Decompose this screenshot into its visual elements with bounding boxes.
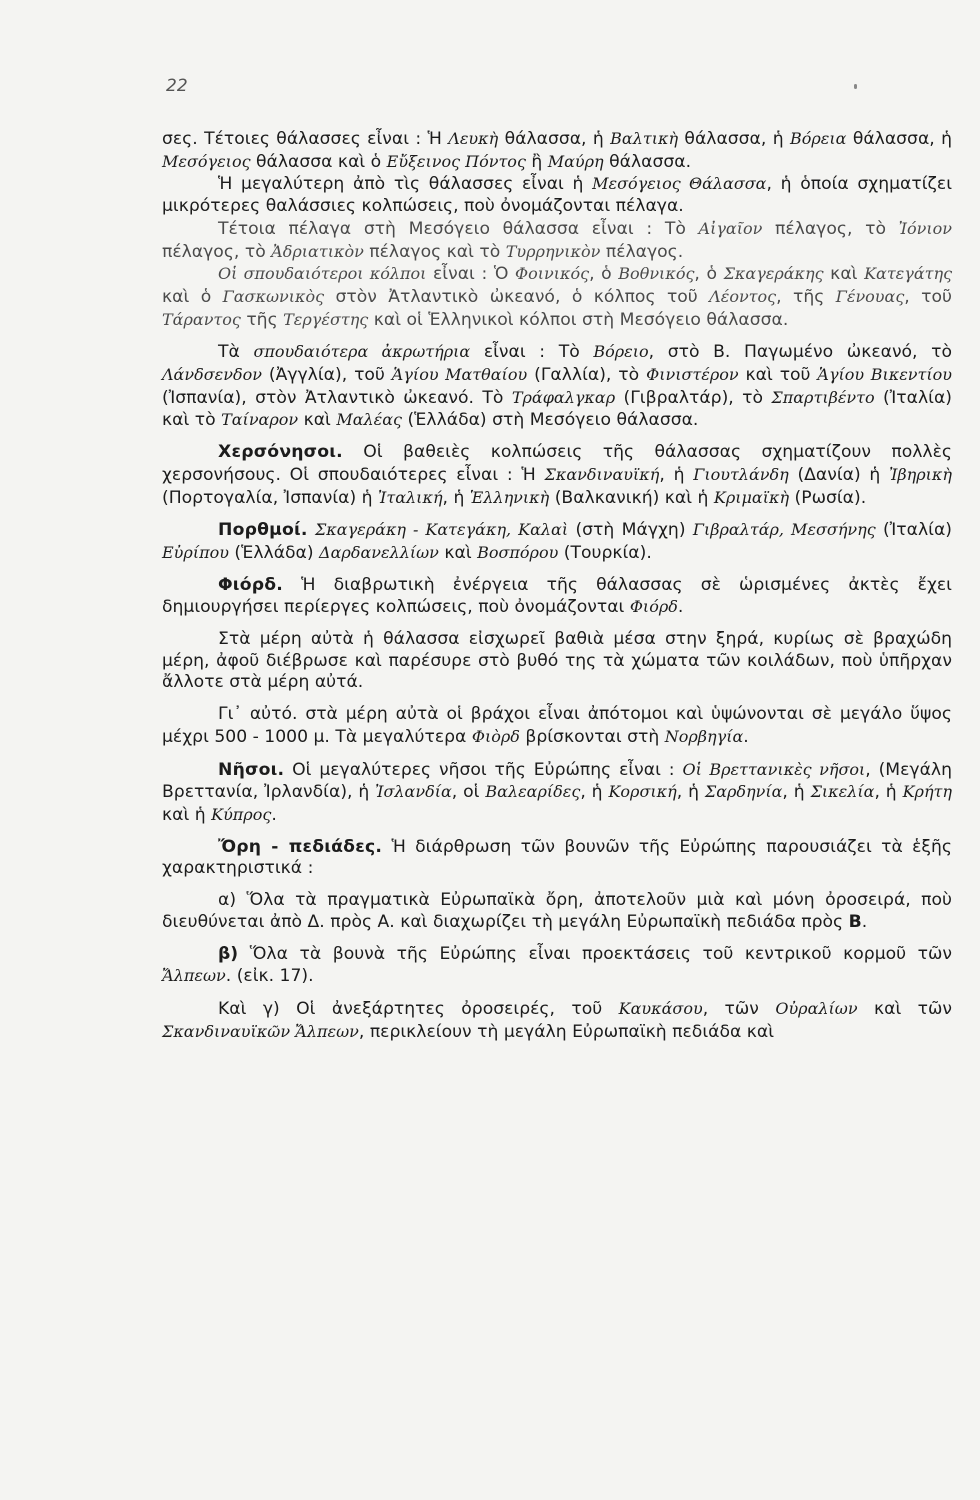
paragraph-seas-examples: σες. Τέτοιες θάλασσες εἶναι : Ἡ Λευκὴ θάλασσα, ἡ Βαλτικὴ θάλασσα, ἡ Βόρεια θάλασσα, ἡ Μεσόγειος θάλασσα καὶ ὁ Εὔξεινος Πόντος ἢ Μαύρη θάλασσα. (162, 129, 953, 172)
heading-islands: Νῆσοι. (218, 759, 285, 780)
paragraph-point-c: Καὶ γ) Οἱ ἀνεξάρτητες ὀροσειρές, τοῦ Καυκάσου, τῶν Οὐραλίων καὶ τῶν Σκανδιναυϊκῶν Ἄλπεων, περικλείουν τὴ μεγάλη Εὐρωπαϊκὴ πεδιάδα καὶ (162, 998, 953, 1042)
paragraph-gulfs: Οἱ σπουδαιότεροι κόλποι εἶναι : Ὁ Φοινικός, ὁ Βοθνικός, ὁ Σκαγεράκης καὶ Κατεγάτης καὶ ὁ Γασκωνικὸς στὸν Ἀτλαντικὸ ὠκεανό, ὁ κόλπος τοῦ Λέοντος, τῆς Γένουας, τοῦ Τάραντος τῆς Τεργέστης καὶ οἱ Ἑλληνικοὶ κόλποι στὴ Μεσόγειο θάλασσα. (162, 264, 953, 330)
page-number: 22 (166, 76, 188, 96)
paragraph-point-b: β) Ὅλα τὰ βουνὰ τῆς Εὐρώπης εἶναι προεκτάσεις τοῦ κεντρικοῦ κορμοῦ τῶν Ἄλπεων. (εἰκ. 17). (162, 943, 952, 987)
ink-spot (854, 84, 857, 89)
heading-fjords: Φιόρδ. (218, 574, 283, 595)
paragraph-peninsulas: Χερσόνησοι. Οἱ βαθειὲς κολπώσεις τῆς θάλασσας σχηματίζουν πολλὲς χερσονήσους. Οἱ σπουδαιότερες εἶναι : Ἡ Σκανδιναυϊκή, ἡ Γιουτλάνδη (Δανία) ἡ Ἰβηρικὴ (Πορτογαλία, Ἰσπανία) ἡ Ἰταλική, ἡ Ἑλληνικὴ (Βαλκανική) καὶ ἡ Κριμαϊκὴ (Ρωσία). (162, 442, 952, 508)
paragraph-islands: Νῆσοι. Οἱ μεγαλύτερες νῆσοι τῆς Εὐρώπης εἶναι : Οἱ Βρεττανικὲς νῆσοι, (Μεγάλη Βρεττανία, Ἰρλανδία), ἡ Ἰσλανδία, οἱ Βαλεαρίδες, ἡ Κορσική, ἡ Σαρδηνία, ἡ Σικελία, ἡ Κρήτη καὶ ἡ Κύπρος. (162, 759, 952, 825)
paragraph-mediterranean: Ἡ μεγαλύτερη ἀπὸ τὶς θάλασσες εἶναι ἡ Μεσόγειος Θάλασσα, ἡ ὁποία σχηματίζει μικρότερες θαλάσσιες κολπώσεις, ποὺ ὀνομάζονται πέλαγα. (162, 174, 953, 217)
paragraph-straits: Πορθμοί. Σκαγεράκη - Κατεγάκη, Καλαὶ (στὴ Μάγχη) Γιβραλτάρ, Μεσσήνης (Ἰταλία) Εὐρίπου (Ἑλλάδα) Δαρδανελλίων καὶ Βοσπόρου (Τουρκία). (162, 520, 952, 563)
paragraph-mountains-plains: Ὄρη - πεδιάδες. Ἡ διάρθρωση τῶν βουνῶν τῆς Εὐρώπης παρουσιάζει τὰ ἑξῆς χαρακτηριστικά : (162, 836, 952, 879)
paragraph-point-a: α) Ὅλα τὰ πραγματικὰ Εὐρωπαϊκὰ ὄρη, ἀποτελοῦν μιὰ καὶ μόνη ὀροσειρά, ποὺ διευθύνεται ἀπὸ Δ. πρὸς Α. καὶ διαχωρίζει τὴ μεγάλη Εὐρωπαϊκὴ πεδιάδα πρὸς Β. (162, 890, 952, 932)
paragraph-capes: Τὰ σπουδαιότερα ἀκρωτήρια εἶναι : Τὸ Βόρειο, στὸ Β. Παγωμένο ὠκεανό, τὸ Λάνδσενδον (Ἀγγλία), τοῦ Ἁγίου Ματθαίου (Γαλλία), τὸ Φινιστέρον καὶ τοῦ Ἁγίου Βικεντίου (Ἰσπανία), στὸν Ἀτλαντικὸ ὠκεανό. Τὸ Τράφαλγκαρ (Γιβραλτάρ), τὸ Σπαρτιβέντο (Ἰταλία) καὶ τὸ Ταίναρον καὶ Μαλέας (Ἑλλάδα) στὴ Μεσόγειο θάλασσα. (162, 342, 953, 431)
body-text (162, 128, 952, 1043)
paragraph-fjords: Φιόρδ. Ἡ διαβρωτικὴ ἐνέργεια τῆς θάλασσας σὲ ὡρισμένες ἀκτὲς ἔχει δημιουργήσει περίεργες κολπώσεις, ποὺ ὀνομάζονται Φιόρδ. (162, 574, 952, 618)
heading-straits: Πορθμοί. (218, 520, 308, 541)
paragraph-seas-of-mediterranean: Τέτοια πέλαγα στὴ Μεσόγειο θάλασσα εἶναι : Τὸ Αἰγαῖον πέλαγος, τὸ Ἰόνιον πέλαγος, τὸ Ἀδριατικὸν πέλαγος καὶ τὸ Τυρρηνικὸν πέλαγος. (162, 218, 952, 262)
heading-peninsulas: Χερσόνησοι. (218, 442, 343, 463)
paragraph-fjords-norway: Γι᾽ αὐτό. στὰ μέρη αὐτὰ οἱ βράχοι εἶναι ἀπότομοι καὶ ὑψώνονται σὲ μεγάλο ὕψος μέχρι 500 - 1000 μ. Τὰ μεγαλύτερα Φιὸρδ βρίσκονται στὴ Νορβηγία. (162, 704, 952, 747)
paragraph-fjords-erosion: Στὰ μέρη αὐτὰ ἡ θάλασσα εἰσχωρεῖ βαθιὰ μέσα στην ξηρά, κυρίως σὲ βραχώδη μέρη, ἀφοῦ διέβρωσε καὶ παρέσυρε στὸ βυθό της τὰ χώματα τῶν κοιλάδων, ποὺ ὑπῆρχαν ἄλλοτε στὰ μέρη αὐτά. (162, 629, 952, 693)
heading-mountains-plains: Ὄρη - πεδιάδες. (218, 836, 383, 857)
